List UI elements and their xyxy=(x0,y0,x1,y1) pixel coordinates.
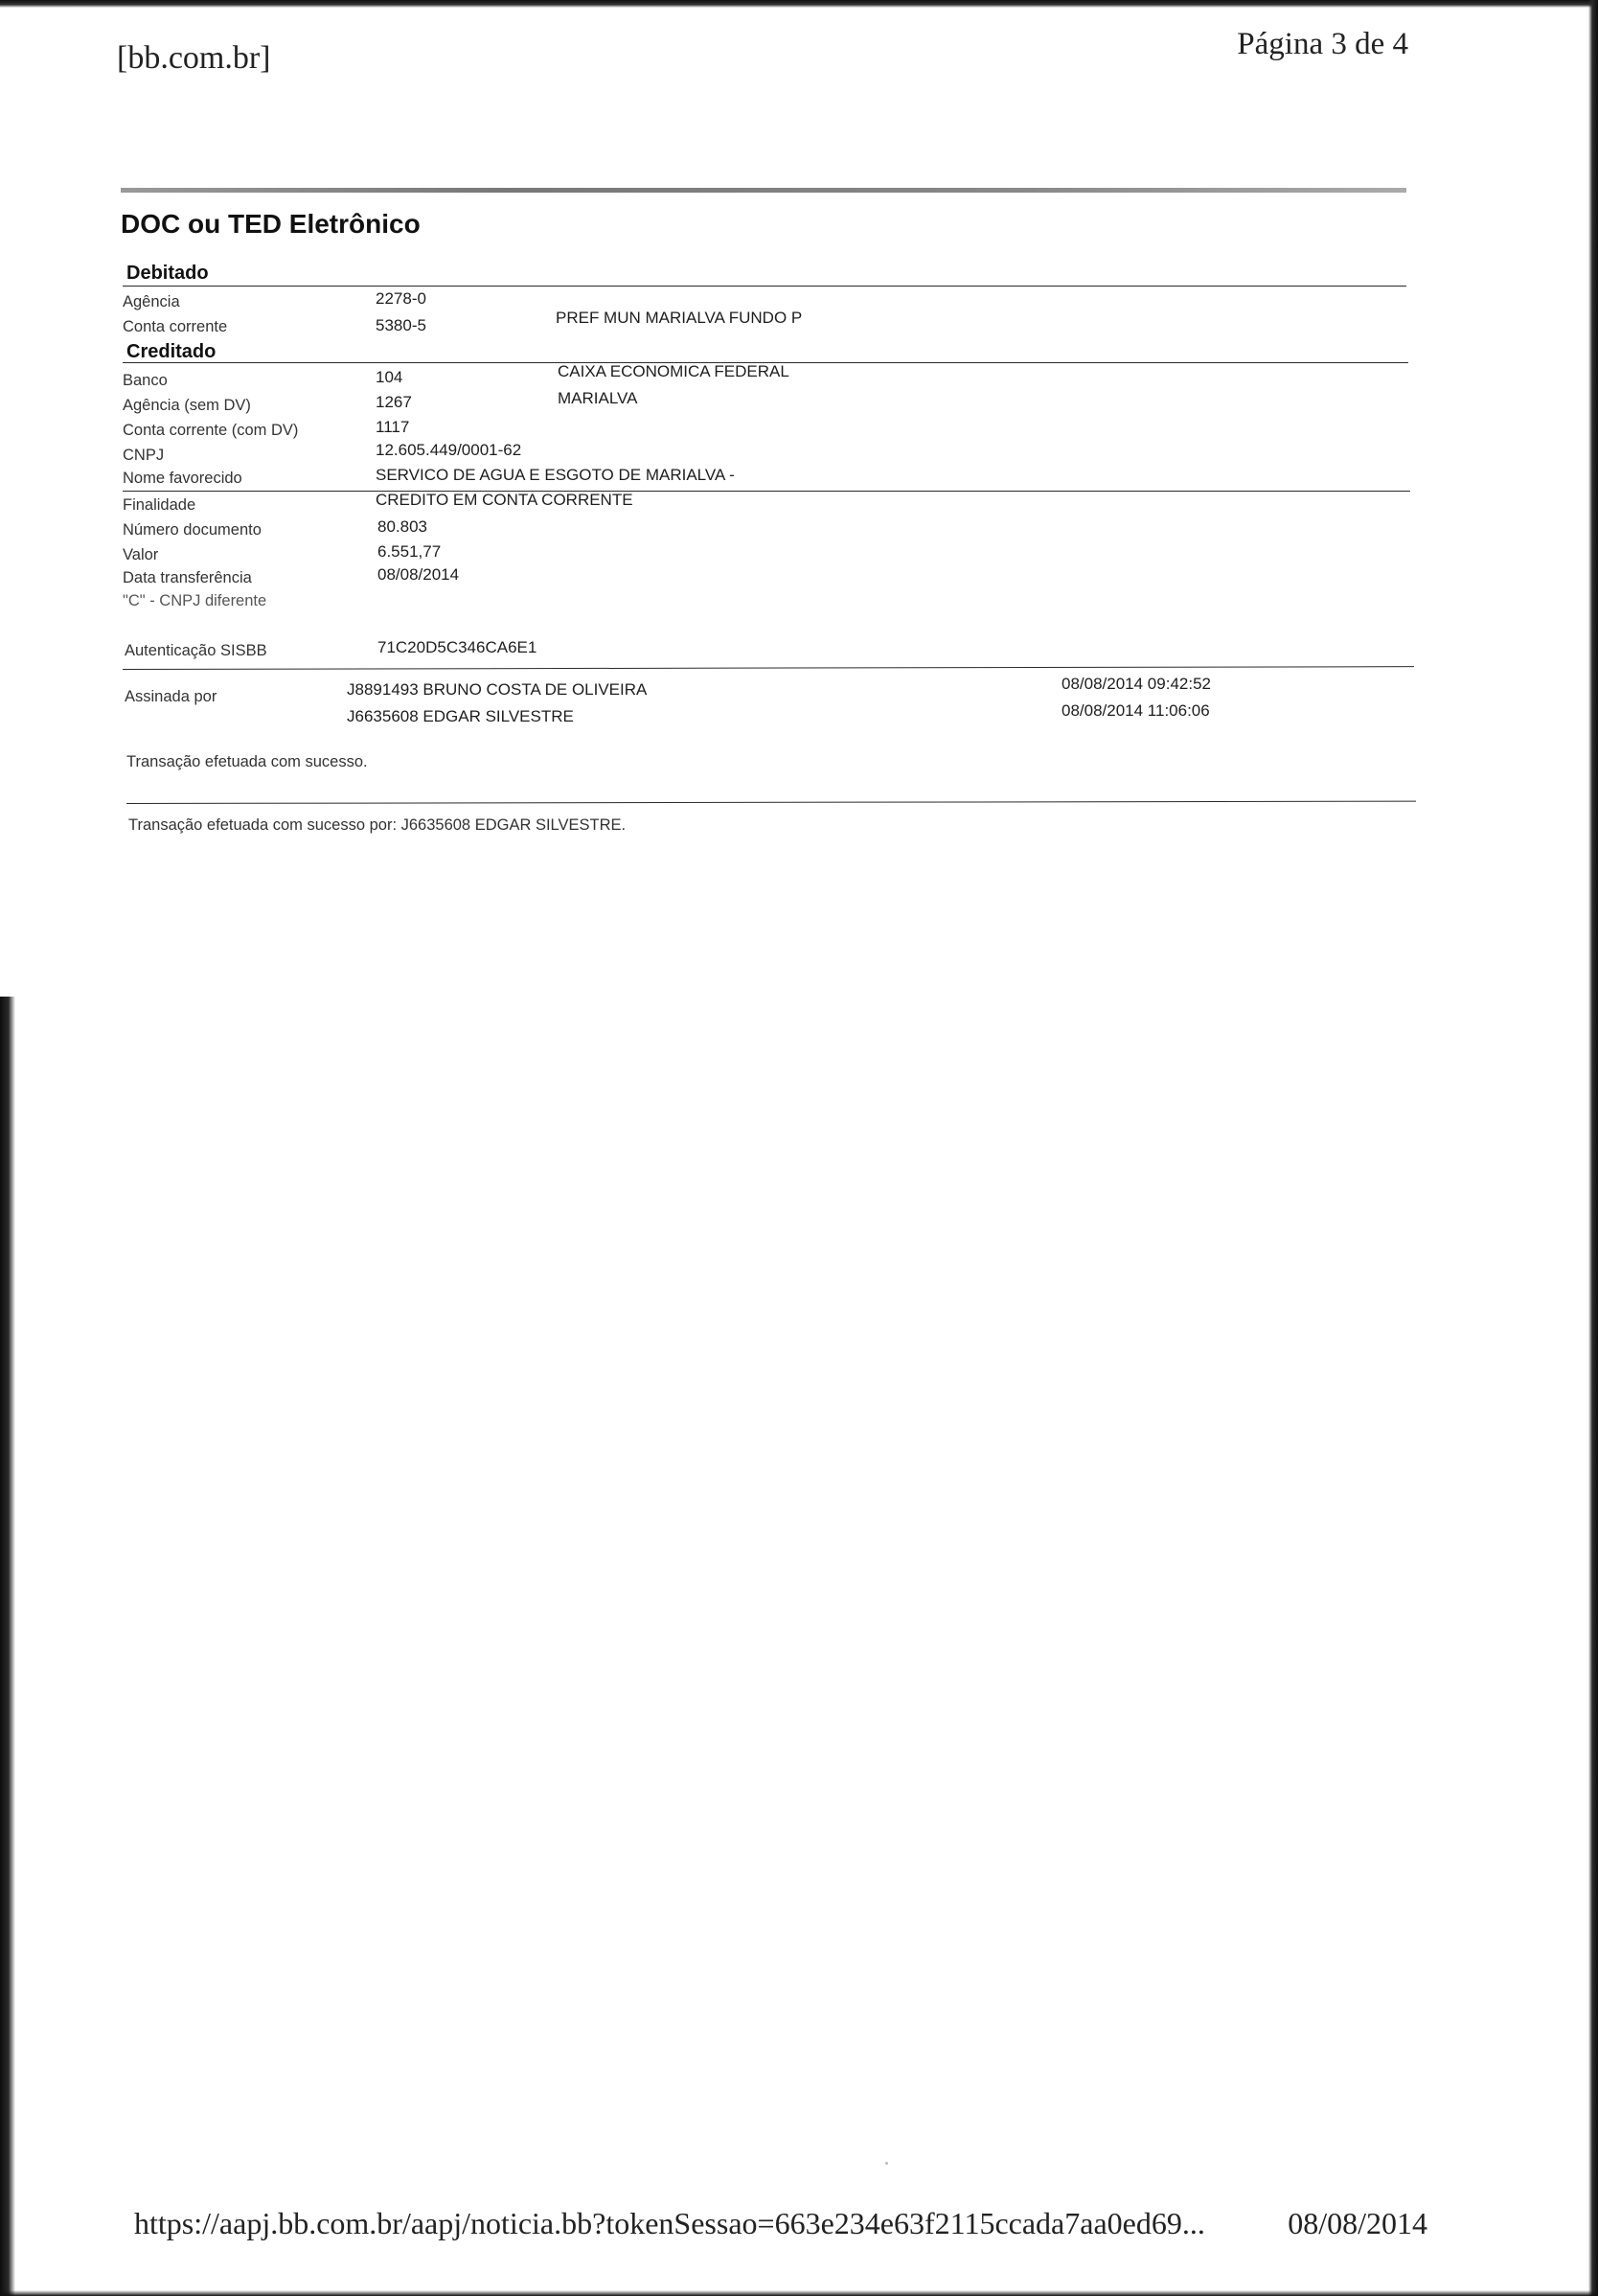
value-numero-documento: 80.803 xyxy=(377,517,427,536)
status-success-by-message: Transação efetuada com sucesso por: J6635608 EDGAR SILVESTRE. xyxy=(128,816,627,834)
section-divider-signatures xyxy=(123,666,1414,670)
value-debitado-conta: 5380-5 xyxy=(376,316,426,334)
label-debitado-conta: Conta corrente xyxy=(123,318,228,335)
status-divider xyxy=(126,801,1416,804)
value-creditado-agencia-name: MARIALVA xyxy=(558,389,638,407)
label-data-transferencia: Data transferência xyxy=(123,569,252,586)
label-autenticacao: Autenticação SISBB xyxy=(125,642,267,659)
signature-datetime-1: 08/08/2014 09:42:52 xyxy=(1062,675,1211,693)
section-heading-debitado: Debitado xyxy=(126,263,209,284)
label-debitado-agencia: Agência xyxy=(123,293,180,310)
label-assinada-por: Assinada por xyxy=(125,688,217,705)
print-footer-url: https://aapj.bb.com.br/aapj/noticia.bb?tokenSessao=663e234e63f2115ccada7aa0ed69... xyxy=(134,2206,1205,2240)
scan-edge-left xyxy=(0,997,15,2296)
scan-speck xyxy=(885,2162,888,2165)
label-finalidade: Finalidade xyxy=(123,496,196,514)
title-divider xyxy=(121,188,1406,193)
scan-edge-bottom xyxy=(0,2290,1598,2296)
section-divider-details xyxy=(123,491,1410,492)
value-autenticacao: 71C20D5C346CA6E1 xyxy=(377,638,537,656)
value-creditado-favorecido: SERVICO DE AGUA E ESGOTO DE MARIALVA - xyxy=(376,466,735,484)
scan-edge-right xyxy=(1588,0,1598,2296)
signature-datetime-2: 08/08/2014 11:06:06 xyxy=(1062,701,1210,720)
value-debitado-conta-name: PREF MUN MARIALVA FUNDO P xyxy=(556,309,803,327)
note-cnpj-diferente: "C" - CNPJ diferente xyxy=(123,592,267,609)
form-title: DOC ou TED Eletrônico xyxy=(121,209,421,239)
label-creditado-conta: Conta corrente (com DV) xyxy=(123,422,299,439)
print-header-site: [bb.com.br] xyxy=(117,40,271,76)
value-creditado-cnpj: 12.605.449/0001-62 xyxy=(376,441,522,459)
label-creditado-banco: Banco xyxy=(123,372,168,389)
section-heading-creditado: Creditado xyxy=(126,341,217,362)
value-debitado-agencia: 2278-0 xyxy=(376,289,426,308)
label-valor: Valor xyxy=(123,546,159,563)
value-creditado-conta: 1117 xyxy=(376,418,410,436)
label-numero-documento: Número documento xyxy=(123,521,262,539)
value-creditado-banco: 104 xyxy=(376,368,403,386)
print-header-page-number: Página 3 de 4 xyxy=(1237,27,1408,61)
value-finalidade: CREDITO EM CONTA CORRENTE xyxy=(376,491,633,509)
label-creditado-cnpj: CNPJ xyxy=(123,447,165,464)
value-valor: 6.551,77 xyxy=(377,542,442,561)
status-success-message: Transação efetuada com sucesso. xyxy=(126,753,368,770)
signature-name-1: J8891493 BRUNO COSTA DE OLIVEIRA xyxy=(347,680,648,699)
section-divider-debitado xyxy=(123,286,1406,287)
value-creditado-agencia: 1267 xyxy=(376,393,412,411)
scan-edge-top xyxy=(0,0,1598,8)
label-creditado-agencia: Agência (sem DV) xyxy=(123,397,251,414)
label-creditado-favorecido: Nome favorecido xyxy=(123,470,242,487)
print-footer-date: 08/08/2014 xyxy=(1288,2206,1427,2240)
signature-name-2: J6635608 EDGAR SILVESTRE xyxy=(347,707,574,725)
value-creditado-banco-name: CAIXA ECONOMICA FEDERAL xyxy=(558,362,789,380)
value-data-transferencia: 08/08/2014 xyxy=(377,565,460,584)
